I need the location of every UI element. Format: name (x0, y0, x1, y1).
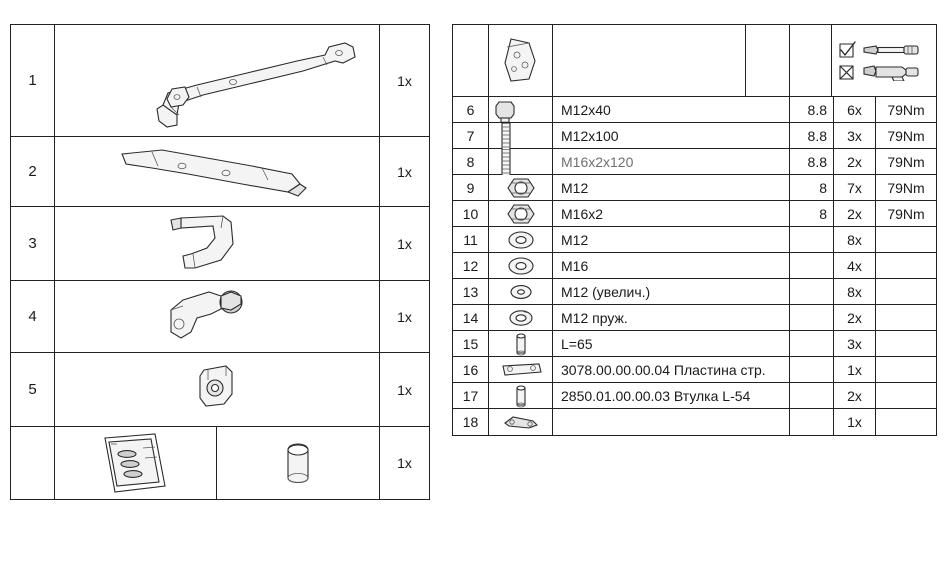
row-number (11, 427, 55, 499)
row-torque: 79Nm (887, 153, 925, 170)
table-row (453, 383, 936, 409)
mounting-bracket-icon (55, 137, 379, 206)
row-torque (876, 227, 936, 252)
table-row (453, 279, 936, 305)
row-grade (790, 357, 834, 382)
row-number: 11 (453, 227, 489, 252)
spring-washer-icon (489, 305, 553, 330)
table-row (453, 253, 936, 279)
row-number: 16 (453, 357, 489, 382)
torque-wrench-icon (862, 42, 922, 58)
row-quantity: 7x (834, 175, 876, 200)
ball-cap-icon (217, 427, 379, 499)
row-number: 14 (453, 305, 489, 330)
row-torque: 79Nm (887, 127, 925, 144)
row-number: 2 (11, 137, 55, 206)
row-quantity: 1x (379, 353, 429, 426)
row-torque: 79Nm (887, 179, 925, 196)
side-plate-icon (55, 207, 379, 280)
row-quantity: 1x (379, 427, 429, 499)
row-grade (790, 227, 834, 252)
row-quantity: 1x (379, 281, 429, 352)
washer-icon (489, 253, 553, 278)
bracket-plate-icon (489, 25, 553, 96)
header-description (553, 25, 746, 96)
row-grade (790, 409, 834, 435)
table-row (453, 357, 936, 383)
row-quantity: 2x (834, 305, 876, 330)
washer-small-icon (489, 279, 553, 304)
table-row (453, 123, 936, 149)
row-description: M12x100 (553, 123, 790, 148)
hex-nut-icon (489, 175, 553, 200)
table-row (453, 149, 936, 175)
row-number: 13 (453, 279, 489, 304)
row-quantity: 1x (379, 25, 429, 136)
row-number: 15 (453, 331, 489, 356)
row-quantity: 1x (379, 207, 429, 280)
header-grade (746, 25, 790, 96)
torque-wrench-row (838, 41, 922, 59)
row-torque (876, 331, 936, 356)
row-quantity: 6x (834, 97, 876, 122)
row-description: M12 пруж. (553, 305, 790, 330)
row-description: M16x2 (553, 201, 790, 226)
table-row (453, 175, 936, 201)
row-grade (790, 253, 834, 278)
row-number: 5 (11, 353, 55, 426)
impact-wrench-row (838, 63, 922, 81)
table-row (453, 331, 936, 357)
row-quantity: 1x (834, 409, 876, 435)
row-torque: 79Nm (887, 101, 925, 118)
row-quantity: 8x (834, 227, 876, 252)
row-grade: 8.8 (790, 123, 834, 148)
row-torque (876, 279, 936, 304)
row-number: 12 (453, 253, 489, 278)
row-number: 3 (11, 207, 55, 280)
row-grade (790, 331, 834, 356)
washer-icon (489, 227, 553, 252)
table-row (11, 25, 429, 137)
spacer-sleeve-icon (489, 331, 553, 356)
link-part-icon (489, 409, 553, 435)
row-quantity: 3x (834, 331, 876, 356)
table-row (11, 427, 429, 499)
row-torque (876, 305, 936, 330)
row-quantity: 1x (834, 357, 876, 382)
checkbox-checked-icon (838, 41, 856, 59)
table-row (453, 97, 936, 123)
tools-cell (832, 25, 936, 96)
row-quantity: 2x (834, 383, 876, 408)
row-description: M12 (553, 175, 790, 200)
row-grade: 8.8 (790, 149, 834, 174)
row-description (553, 409, 790, 435)
row-number: 10 (453, 201, 489, 226)
row-quantity: 2x (834, 201, 876, 226)
row-number: 6 (453, 97, 489, 122)
row-description: M16 (553, 253, 790, 278)
row-number: 9 (453, 175, 489, 200)
small-plate-icon (55, 353, 379, 426)
row-description: 3078.00.00.00.04 Пластина стр. (553, 357, 790, 382)
row-description: M12x40 (553, 97, 790, 122)
row-torque (876, 383, 936, 408)
row-grade (790, 279, 834, 304)
row-quantity: 3x (834, 123, 876, 148)
row-description: 2850.01.00.00.03 Втулка L-54 (553, 383, 790, 408)
manual-and-cap-icon (55, 427, 217, 499)
row-number: 7 (453, 123, 489, 148)
row-torque (876, 253, 936, 278)
row-number: 17 (453, 383, 489, 408)
hardware-table (452, 24, 937, 436)
impact-wrench-icon (862, 63, 922, 81)
row-description: M12 (увелич.) (553, 279, 790, 304)
row-quantity: 1x (379, 137, 429, 206)
table-row (453, 201, 936, 227)
row-description: L=65 (553, 331, 790, 356)
hex-bolt-long-icon (489, 149, 553, 174)
row-grade: 8 (790, 201, 834, 226)
hex-bolt-long-icon (489, 123, 553, 148)
strap-plate-icon (489, 357, 553, 382)
row-grade (790, 305, 834, 330)
checkbox-crossed-icon (838, 63, 856, 81)
towbar-crossmember-icon (55, 25, 379, 136)
table-row (453, 305, 936, 331)
row-number: 8 (453, 149, 489, 174)
row-quantity: 2x (834, 149, 876, 174)
hex-bolt-long-icon (489, 97, 553, 122)
row-number: 18 (453, 409, 489, 435)
parts-overview-table (10, 24, 430, 500)
tow-ball-arm-icon (55, 281, 379, 352)
table-row (453, 409, 936, 435)
row-torque (876, 409, 936, 435)
table-row (11, 207, 429, 281)
row-torque: 79Nm (887, 205, 925, 222)
table-header-row (453, 25, 936, 97)
hex-nut-icon (489, 201, 553, 226)
row-quantity: 8x (834, 279, 876, 304)
row-grade: 8.8 (790, 97, 834, 122)
table-row (11, 137, 429, 207)
row-number: 1 (11, 25, 55, 136)
row-description: M16x2x120 (553, 149, 790, 174)
header-qty (790, 25, 832, 96)
header-num (453, 25, 489, 96)
bushing-icon (489, 383, 553, 408)
table-row (11, 281, 429, 353)
row-grade (790, 383, 834, 408)
row-description: M12 (553, 227, 790, 252)
row-number: 4 (11, 281, 55, 352)
table-row (453, 227, 936, 253)
row-grade: 8 (790, 175, 834, 200)
row-torque (876, 357, 936, 382)
table-row (11, 353, 429, 427)
row-quantity: 4x (834, 253, 876, 278)
